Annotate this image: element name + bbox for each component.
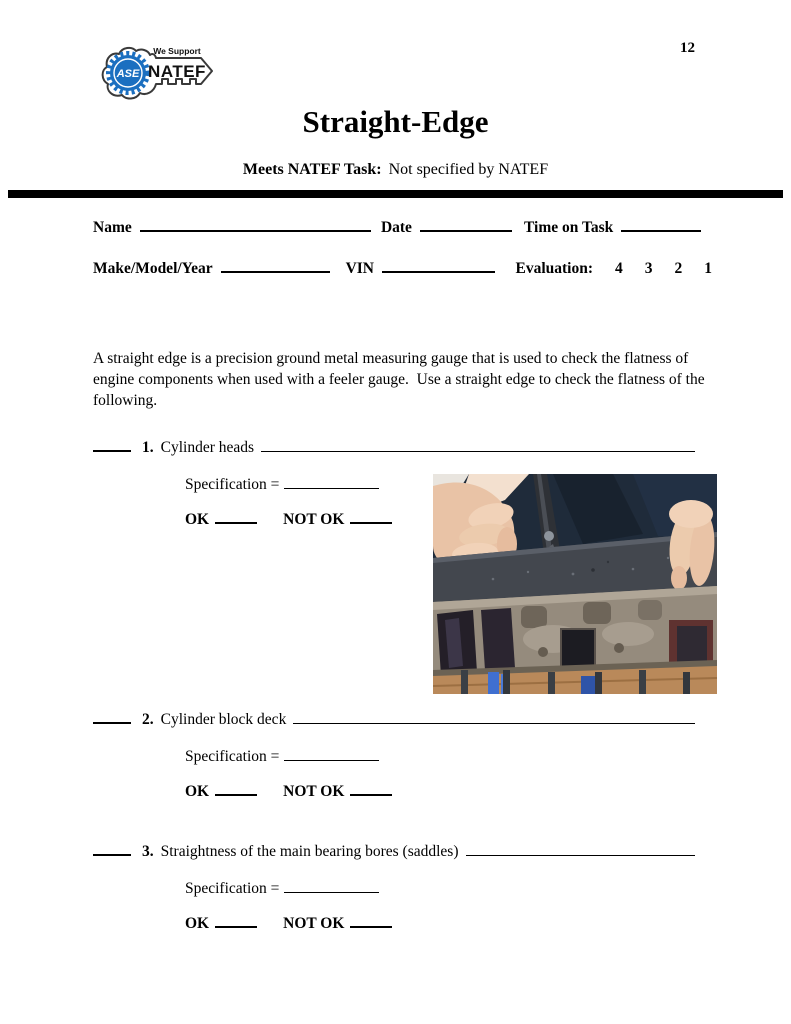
item-3-not-ok-label: NOT OK <box>283 915 345 932</box>
straight-edge-photo <box>433 474 717 694</box>
item-1-completion-blank[interactable] <box>93 437 131 452</box>
item-2-not-ok-blank[interactable] <box>350 781 392 796</box>
page-number: 12 <box>680 40 695 56</box>
page-title: Straight-Edge <box>302 104 489 139</box>
item-1-answer-line[interactable] <box>261 438 695 452</box>
item-1-ok-label: OK <box>185 511 210 528</box>
item-2-ok-blank[interactable] <box>215 781 257 796</box>
item-1-spec-input-line[interactable] <box>284 475 379 489</box>
name-input-line[interactable] <box>140 217 371 232</box>
intro-paragraph: A straight edge is a precision ground metal measuring gauge that is used to check the flatness of engine components when used with a feeler gauge. Use a straight edge to check the flatness of the following. <box>93 350 709 409</box>
item-2-number: 2. <box>142 711 154 728</box>
item-2-spec-input-line[interactable] <box>284 747 379 761</box>
item-2-completion-blank[interactable] <box>93 709 131 724</box>
item-3-completion-blank[interactable] <box>93 841 131 856</box>
time-on-task-input-line[interactable] <box>621 217 701 232</box>
vin-label: VIN <box>345 260 374 277</box>
item-3-spec-label: Specification = <box>185 880 280 897</box>
date-label: Date <box>380 219 412 236</box>
item-2-spec-label: Specification = <box>185 748 280 765</box>
item-1-not-ok-blank[interactable] <box>350 509 392 524</box>
evaluation-score-3[interactable]: 3 <box>644 260 653 277</box>
evaluation-label: Evaluation: <box>515 260 593 277</box>
checklist-item-3 <box>93 841 695 861</box>
item-3-ok-blank[interactable] <box>215 913 257 928</box>
natef-logo <box>98 42 218 106</box>
meets-task-label: Meets NATEF Task: <box>242 161 382 178</box>
meets-task-value: Not specified by NATEF <box>388 161 549 178</box>
time-on-task-label: Time on Task <box>523 219 614 236</box>
item-3-spec-input-line[interactable] <box>284 879 379 893</box>
item-3-ok-label: OK <box>185 915 210 932</box>
evaluation-score-1[interactable]: 1 <box>704 260 712 277</box>
ase-text: ASE <box>116 68 140 80</box>
we-support-text: We Support <box>153 46 201 56</box>
name-date-row <box>93 217 701 237</box>
make-model-year-input-line[interactable] <box>221 258 330 273</box>
item-3-answer-line[interactable] <box>466 842 696 856</box>
item-3-ok-row <box>185 913 695 933</box>
vin-input-line[interactable] <box>382 258 496 273</box>
item-1-not-ok-label: NOT OK <box>283 511 345 528</box>
vehicle-evaluation-row <box>93 258 712 278</box>
item-2-answer-line[interactable] <box>293 710 695 724</box>
checklist-item-2 <box>93 709 695 729</box>
evaluation-score-2[interactable]: 2 <box>674 260 683 277</box>
date-input-line[interactable] <box>420 217 512 232</box>
item-1-ok-blank[interactable] <box>215 509 257 524</box>
natef-text: NATEF <box>148 62 206 81</box>
meets-natef-task-line <box>0 161 791 179</box>
item-2-label: Cylinder block deck <box>160 711 287 728</box>
item-3-label: Straightness of the main bearing bores (saddles) <box>160 843 459 860</box>
item-3-number: 3. <box>142 843 154 860</box>
evaluation-score-4[interactable]: 4 <box>615 260 623 277</box>
item-1-label: Cylinder heads <box>160 439 255 456</box>
item-2-spec-row <box>185 747 695 766</box>
make-model-year-label: Make/Model/Year <box>93 260 213 277</box>
divider-bar <box>8 190 783 198</box>
item-2-ok-label: OK <box>185 783 210 800</box>
item-1-spec-label: Specification = <box>185 476 280 493</box>
item-3-spec-row <box>185 879 695 898</box>
item-1-number: 1. <box>142 439 154 456</box>
name-label: Name <box>93 219 132 236</box>
item-2-ok-row <box>185 781 695 801</box>
item-3-not-ok-blank[interactable] <box>350 913 392 928</box>
item-2-not-ok-label: NOT OK <box>283 783 345 800</box>
checklist-item-1 <box>93 437 695 457</box>
page-header <box>0 0 791 105</box>
